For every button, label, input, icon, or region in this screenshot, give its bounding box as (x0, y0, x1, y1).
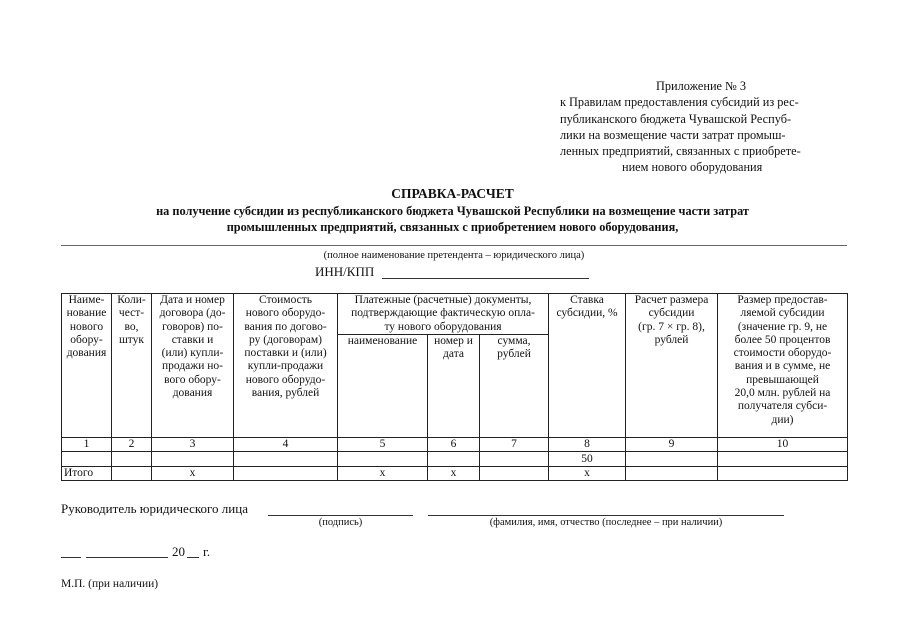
full-name-line[interactable] (428, 515, 784, 516)
column-number: 8 (549, 437, 626, 451)
column-number: 7 (480, 437, 549, 451)
appendix-line: публиканского бюджета Чувашской Респуб- (560, 111, 792, 126)
date-suffix: г. (203, 544, 211, 559)
header-payment-number-date: номер и дата (428, 334, 480, 437)
total-label: Итого (62, 466, 112, 480)
total-x-mark: x (549, 466, 626, 480)
subtitle-line: промышленных предприятий, связанных с приобретением нового оборудования, (226, 220, 679, 235)
total-cell[interactable] (480, 466, 549, 480)
signature-label: Руководитель юридического лица (61, 501, 248, 516)
header-payment-sum: сумма, рублей (480, 334, 549, 437)
total-x-mark: x (338, 466, 428, 480)
header-subsidy-rate: Ставка субсидии, % (549, 294, 626, 438)
column-number: 1 (62, 437, 112, 451)
appendix-line: лики на возмещение части затрат промыш- (560, 127, 786, 142)
header-payment-documents: Платежные (расчетные) документы, подтверждающие фактическую опла- ту нового оборудования (338, 294, 549, 335)
data-cell[interactable] (338, 451, 428, 466)
document-title: СПРАВКА-РАСЧЕТ (391, 186, 514, 201)
signature-caption: (подпись) (318, 517, 363, 528)
appendix-reference (560, 78, 845, 176)
full-name-caption: (фамилия, имя, отчество (последнее – при наличии) (489, 517, 723, 528)
column-number: 6 (428, 437, 480, 451)
header-equipment-name: Наиме- нование нового обору- дования (62, 294, 112, 438)
subtitle-line: на получение субсидии из республиканского бюджета Чувашской Республики на возмещение части затрат (156, 204, 749, 218)
appendix-line: нием нового оборудования (622, 160, 763, 175)
header-subsidy-amount: Размер предостав- ляемой субсидии (значение гр. 9, не более 50 процентов стоимости оборудо- вания и в сумме, не превышающей 20,0 млн. рублей на получателя субси- дии) (718, 294, 848, 438)
applicant-caption: (полное наименование претендента – юридического лица) (323, 250, 585, 261)
data-cell[interactable] (234, 451, 338, 466)
total-x-mark: x (428, 466, 480, 480)
data-cell[interactable] (480, 451, 549, 466)
inn-label: ИНН/КПП (315, 264, 375, 279)
data-cell[interactable] (718, 451, 848, 466)
column-number: 9 (626, 437, 718, 451)
date-year-line[interactable] (187, 557, 199, 558)
column-number: 10 (718, 437, 848, 451)
header-contract-date-number: Дата и номер договора (до- говоров) по- ставки и (или) купли- продажи но- вого обору- дования (152, 294, 234, 438)
data-cell[interactable] (152, 451, 234, 466)
total-cell[interactable] (234, 466, 338, 480)
data-cell[interactable] (626, 451, 718, 466)
column-number: 2 (112, 437, 152, 451)
total-cell[interactable] (112, 466, 152, 480)
header-subsidy-calculation: Расчет размера субсидии (гр. 7 × гр. 8), рублей (626, 294, 718, 438)
applicant-name-line[interactable] (61, 245, 847, 246)
calculation-table (61, 293, 848, 481)
date-year-prefix: 20 (172, 544, 185, 559)
total-cell[interactable] (626, 466, 718, 480)
header-payment-name: наименование (338, 334, 428, 437)
rate-value-cell: 50 (549, 451, 626, 466)
appendix-line: ленных предприятий, связанных с приобрете- (560, 144, 801, 159)
inn-field-line[interactable] (382, 278, 589, 279)
column-number: 5 (338, 437, 428, 451)
document-subtitle (60, 203, 845, 236)
date-day-line[interactable] (61, 557, 81, 558)
header-equipment-cost: Стоимость нового оборудо- вания по догово- ру (договорам) поставки и (или) купли-продажи нового оборудо- вания, рублей (234, 294, 338, 438)
date-month-line[interactable] (86, 557, 168, 558)
seal-note: М.П. (при наличии) (61, 578, 159, 590)
column-number: 4 (234, 437, 338, 451)
appendix-header: Приложение № 3 (656, 79, 747, 93)
data-cell[interactable] (428, 451, 480, 466)
column-number: 3 (152, 437, 234, 451)
data-cell[interactable] (112, 451, 152, 466)
data-cell[interactable] (62, 451, 112, 466)
appendix-line: к Правилам предоставления субсидий из рес- (560, 95, 799, 110)
total-cell[interactable] (718, 466, 848, 480)
signature-line[interactable] (268, 515, 413, 516)
total-x-mark: x (152, 466, 234, 480)
header-quantity: Коли- чест- во, штук (112, 294, 152, 438)
